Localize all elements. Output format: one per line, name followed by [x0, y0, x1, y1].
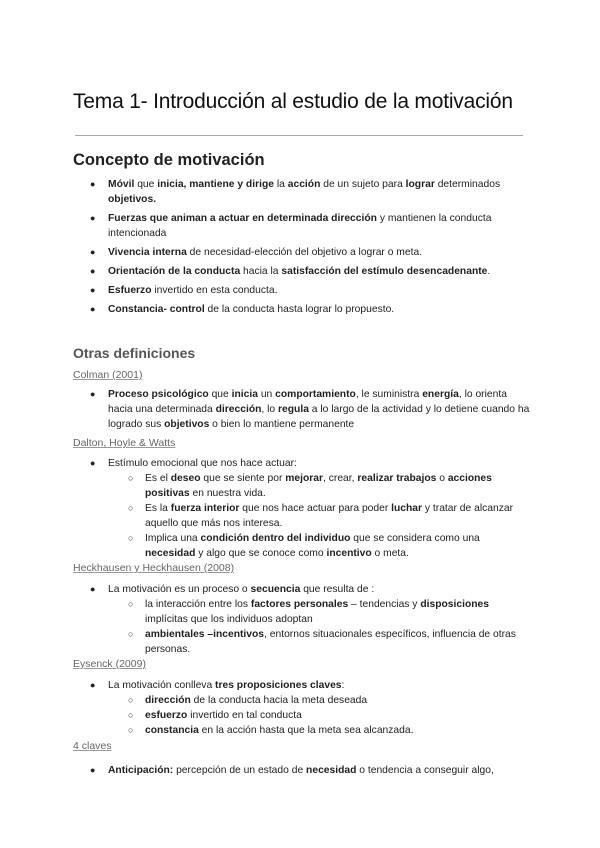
bullet-icon: ● — [90, 213, 96, 223]
bold-text: Móvil — [108, 179, 135, 190]
bold-text: inicia — [231, 389, 258, 400]
text-run: la interacción entre los — [145, 599, 251, 610]
text-run: que nos hace actuar para poder — [239, 503, 392, 514]
text-run: o bien lo mantiene permanente — [209, 419, 355, 430]
bold-text: luchar — [391, 503, 423, 514]
text-run: o meta. — [371, 548, 409, 559]
text-run: : — [341, 680, 345, 691]
text-run: de necesidad-elección del objetivo a lograr o meta. — [186, 247, 423, 258]
dalton-item — [0, 456, 600, 471]
bullet-icon: ● — [90, 304, 96, 314]
bold-text: fuerza interior — [170, 503, 240, 514]
list-item — [0, 264, 600, 279]
text-run: de la conducta hasta lograr lo propuesto. — [204, 304, 395, 315]
text-run: invertido en tal conducta — [187, 710, 302, 721]
text-run: que se siente por — [200, 473, 286, 484]
text-run: de la conducta hacia la meta deseada — [190, 695, 368, 706]
source-dalton: Dalton, Hoyle & Watts — [73, 437, 176, 449]
colman-list — [0, 387, 600, 432]
bullet-icon: ● — [90, 266, 96, 276]
bold-text: Esfuerzo — [108, 285, 152, 296]
bold-text: constancia — [145, 725, 199, 736]
text-run: Implica una — [145, 533, 201, 544]
bold-text: satisfacción del estímulo desencadenante — [281, 266, 488, 277]
sub-bullet-icon: ○ — [128, 599, 134, 609]
bold-text: Anticipación: — [108, 765, 174, 776]
bullet-icon: ● — [90, 285, 96, 295]
list-item — [0, 211, 600, 241]
list-item — [0, 245, 600, 260]
bold-text: realizar trabajos — [357, 473, 437, 484]
list-item — [0, 177, 600, 207]
bold-text: objetivos — [164, 419, 210, 430]
text-run: en la acción hasta que la meta sea alcanzada. — [198, 725, 414, 736]
text-run: invertido en esta conducta. — [151, 285, 278, 296]
bullet-icon: ● — [90, 458, 96, 468]
bold-text: Fuerzas que animan a actuar en determinada dirección — [108, 213, 377, 224]
list-item — [0, 627, 600, 657]
text-run: o tendencia a conseguir algo, — [356, 765, 494, 776]
list-item — [0, 302, 600, 317]
text-run: , lo — [261, 404, 279, 415]
list-item — [0, 708, 600, 723]
list-item — [0, 283, 600, 298]
bold-text: disposiciones — [420, 599, 489, 610]
claves-item — [0, 763, 600, 778]
bullet-icon: ● — [90, 179, 96, 189]
bold-text: comportamiento — [275, 389, 356, 400]
bold-text: esfuerzo — [145, 710, 188, 721]
bullet-icon: ● — [90, 247, 96, 257]
sub-bullet-icon: ○ — [128, 695, 134, 705]
text-run: , lo orienta hacia una determinada — [108, 389, 507, 415]
dalton-sublist — [0, 471, 600, 561]
list-item — [0, 471, 600, 501]
list-item — [0, 597, 600, 627]
bold-text: objetivos. — [108, 194, 157, 205]
text-run: implícitas que los individuos adoptan — [145, 614, 313, 625]
bold-text: mejorar — [285, 473, 324, 484]
page-title: Tema 1- Introducción al estudio de la motivación — [73, 90, 513, 113]
source-4-claves: 4 claves — [73, 740, 112, 752]
text-run: y algo que se conoce como — [195, 548, 327, 559]
bold-text: factores personales — [250, 599, 349, 610]
bold-text: tres proposiciones claves — [215, 680, 342, 691]
list-item — [0, 763, 600, 778]
text-run: o — [436, 473, 448, 484]
text-run: de un sujeto para — [320, 179, 406, 190]
text-run: determinados — [434, 179, 501, 190]
list-item — [0, 678, 600, 693]
heckhausen-sublist — [0, 597, 600, 657]
sub-bullet-icon: ○ — [128, 710, 134, 720]
section-heading-otras: Otras definiciones — [73, 345, 196, 361]
bold-text: dirección — [145, 695, 191, 706]
bold-text: acciones positivas — [145, 473, 492, 499]
list-item — [0, 723, 600, 738]
source-colman: Colman (2001) — [73, 369, 143, 381]
list-item — [0, 387, 600, 432]
text-run: La motivación conlleva — [108, 680, 216, 691]
bold-text: secuencia — [250, 584, 301, 595]
list-item — [0, 693, 600, 708]
bold-text: lograr — [405, 179, 435, 190]
text-run: hacia la — [240, 266, 282, 277]
source-heckhausen: Heckhausen y Heckhausen (2008) — [73, 562, 235, 574]
text-run: y mantienen la conducta intencionada — [108, 213, 492, 239]
bold-text: incentivo — [326, 548, 372, 559]
bold-text: necesidad — [306, 765, 357, 776]
text-run: y tratar de alcanzar aquello que más nos interesa. — [145, 503, 514, 529]
bold-text: ambientales –incentivos — [145, 629, 265, 640]
bold-text: necesidad — [145, 548, 196, 559]
text-run: Estímulo emocional que nos hace actuar: — [108, 458, 297, 469]
eysenck-item — [0, 678, 600, 693]
bold-text: Constancia- control — [108, 304, 205, 315]
sub-bullet-icon: ○ — [128, 503, 134, 513]
text-run: , entornos situacionales específicos, influencia de otras personas. — [145, 629, 516, 655]
eysenck-sublist — [0, 693, 600, 738]
bold-text: regula — [278, 404, 309, 415]
bold-text: Proceso psicológico — [108, 389, 209, 400]
text-run: que resulta de : — [300, 584, 375, 595]
sub-bullet-icon: ○ — [128, 629, 134, 639]
text-run: percepción de un estado de — [173, 765, 307, 776]
text-run: Es la — [145, 503, 171, 514]
text-run: , le suministra — [355, 389, 423, 400]
bullet-icon: ● — [90, 584, 96, 594]
text-run: , crear, — [323, 473, 358, 484]
text-run: en nuestra vida. — [189, 488, 266, 499]
bold-text: inicia, mantiene y dirige — [157, 179, 274, 190]
bold-text: acción — [287, 179, 321, 190]
text-run: un — [257, 389, 276, 400]
source-eysenck: Eysenck (2009) — [73, 658, 146, 670]
text-run: que — [134, 179, 158, 190]
bold-text: condición dentro del individuo — [200, 533, 351, 544]
bullet-icon: ● — [90, 765, 96, 775]
text-run: la — [273, 179, 288, 190]
text-run: La motivación es un proceso o — [108, 584, 251, 595]
bullet-icon: ● — [90, 680, 96, 690]
list-item — [0, 582, 600, 597]
bold-text: dirección — [215, 404, 262, 415]
bold-text: energía — [422, 389, 459, 400]
sub-bullet-icon: ○ — [128, 725, 134, 735]
concepto-list — [0, 177, 600, 317]
text-run: que se considera como una — [350, 533, 480, 544]
text-run: a lo largo de la actividad y lo detiene cuando ha logrado sus — [108, 404, 530, 430]
text-run: Es el — [145, 473, 171, 484]
title-divider — [75, 135, 523, 136]
section-heading-concepto: Concepto de motivación — [73, 151, 265, 169]
text-run: que — [208, 389, 232, 400]
list-item — [0, 501, 600, 531]
bold-text: deseo — [170, 473, 201, 484]
text-run: – tendencias y — [348, 599, 421, 610]
list-item — [0, 456, 600, 471]
bullet-icon: ● — [90, 389, 96, 399]
sub-bullet-icon: ○ — [128, 533, 134, 543]
heckhausen-item — [0, 582, 600, 597]
text-run: . — [487, 266, 491, 277]
list-item — [0, 531, 600, 561]
bold-text: Vivencia interna — [108, 247, 187, 258]
bold-text: Orientación de la conducta — [108, 266, 241, 277]
sub-bullet-icon: ○ — [128, 473, 134, 483]
